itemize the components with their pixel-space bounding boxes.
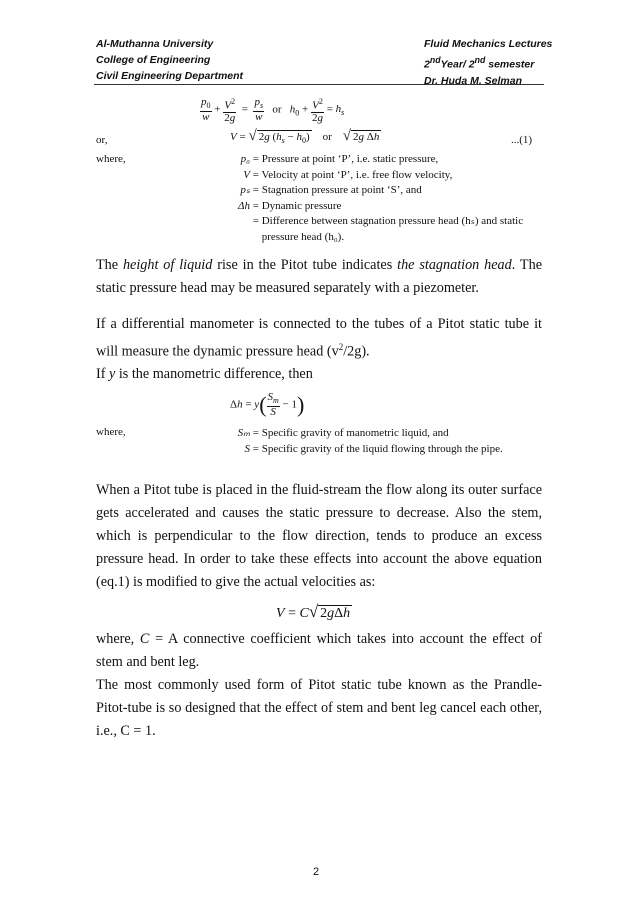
definition-row: = Difference between stagnation pressure head (hₛ) and static xyxy=(252,215,524,227)
definition-row: pressure head (h₀). xyxy=(261,230,345,243)
header-year-semester: 2ndYear/ 2nd semester xyxy=(424,55,535,71)
dynamic-pressure-equation: Δh = y( $\frac{S_m}{S}$ − 1) xyxy=(230,391,305,419)
paragraph-prandtl-pitot: The most commonly used form of Pitot static tube known as the Prandle-Pitot-tube is so designed that the effect of stem and bent leg cancel each other, i.e., C = 1. xyxy=(96,677,542,739)
definition-row: Sₘ = Specific gravity of manometric liquid, and xyxy=(237,427,449,439)
header-course xyxy=(424,36,552,89)
bernoulli-equation: $\frac{p_0}{w}$ + $\frac{V^2}{2g}$ = $\frac{p_s}{w}$ or $h_0$ + $\frac{V^2}{2g}$ = $h_s$ xyxy=(201,95,345,124)
definition-row: pₛ = Stagnation pressure at point ‘S’, and xyxy=(240,184,422,196)
header-college: College of Engineering xyxy=(96,54,211,66)
where-label-2: where, xyxy=(96,426,126,438)
equation-number: ...(1) xyxy=(511,134,533,146)
page-number: 2 xyxy=(313,866,320,878)
paragraph-stagnation-head: The height of liquid rise in the Pitot tube indicates the stagnation head. The static pressure head may be measured separately with a piezometer. xyxy=(96,257,542,296)
actual-velocity-equation: V = C√ 2gΔh xyxy=(276,602,351,621)
definition-row: V = Velocity at point ‘P’, i.e. free flow velocity, xyxy=(243,168,453,181)
header-course-title: Fluid Mechanics Lectures xyxy=(424,38,553,50)
header-divider xyxy=(94,84,544,85)
definitions-list-2 xyxy=(234,425,503,457)
definition-row: Δh = Dynamic pressure xyxy=(238,199,342,212)
or-label: or, xyxy=(96,134,108,146)
header-department: Civil Engineering Department xyxy=(96,70,244,82)
paragraph-pitot-effects: When a Pitot tube is placed in the fluid-stream the flow along its outer surface gets accelerated and causes the static pressure to decrease. Also the stem, which is perpendicular to the flow direction, tends to produce an excess pressure head. In order to take these effects into account the above equation (eq.1) is modified to give the actual velocities as: xyxy=(96,482,542,590)
definition-row: S = Specific gravity of the liquid flowing through the pipe. xyxy=(244,443,503,455)
where-label-1: where, xyxy=(96,153,126,165)
definition-row: p₀ = Pressure at point ‘P’, i.e. static pressure, xyxy=(240,153,439,165)
header-university: Al-Muthanna University xyxy=(96,38,214,50)
header-institution xyxy=(96,36,243,84)
velocity-equation: V = √ 2g $(h_s - h_0)$ or √ 2g Δh xyxy=(230,128,380,146)
paragraph-manometer: If a differential manometer is connected to the tubes of a Pitot static tube it will measure the dynamic pressure head $(v^2/2g)$. If y is the manometric difference, then xyxy=(96,316,542,382)
paragraph-coefficient: where, C = A connective coefficient which takes into account the effect of stem and bent leg. xyxy=(96,631,542,670)
header-author: Dr. Huda M. Selman xyxy=(424,74,523,87)
definitions-list-1 xyxy=(228,152,523,245)
